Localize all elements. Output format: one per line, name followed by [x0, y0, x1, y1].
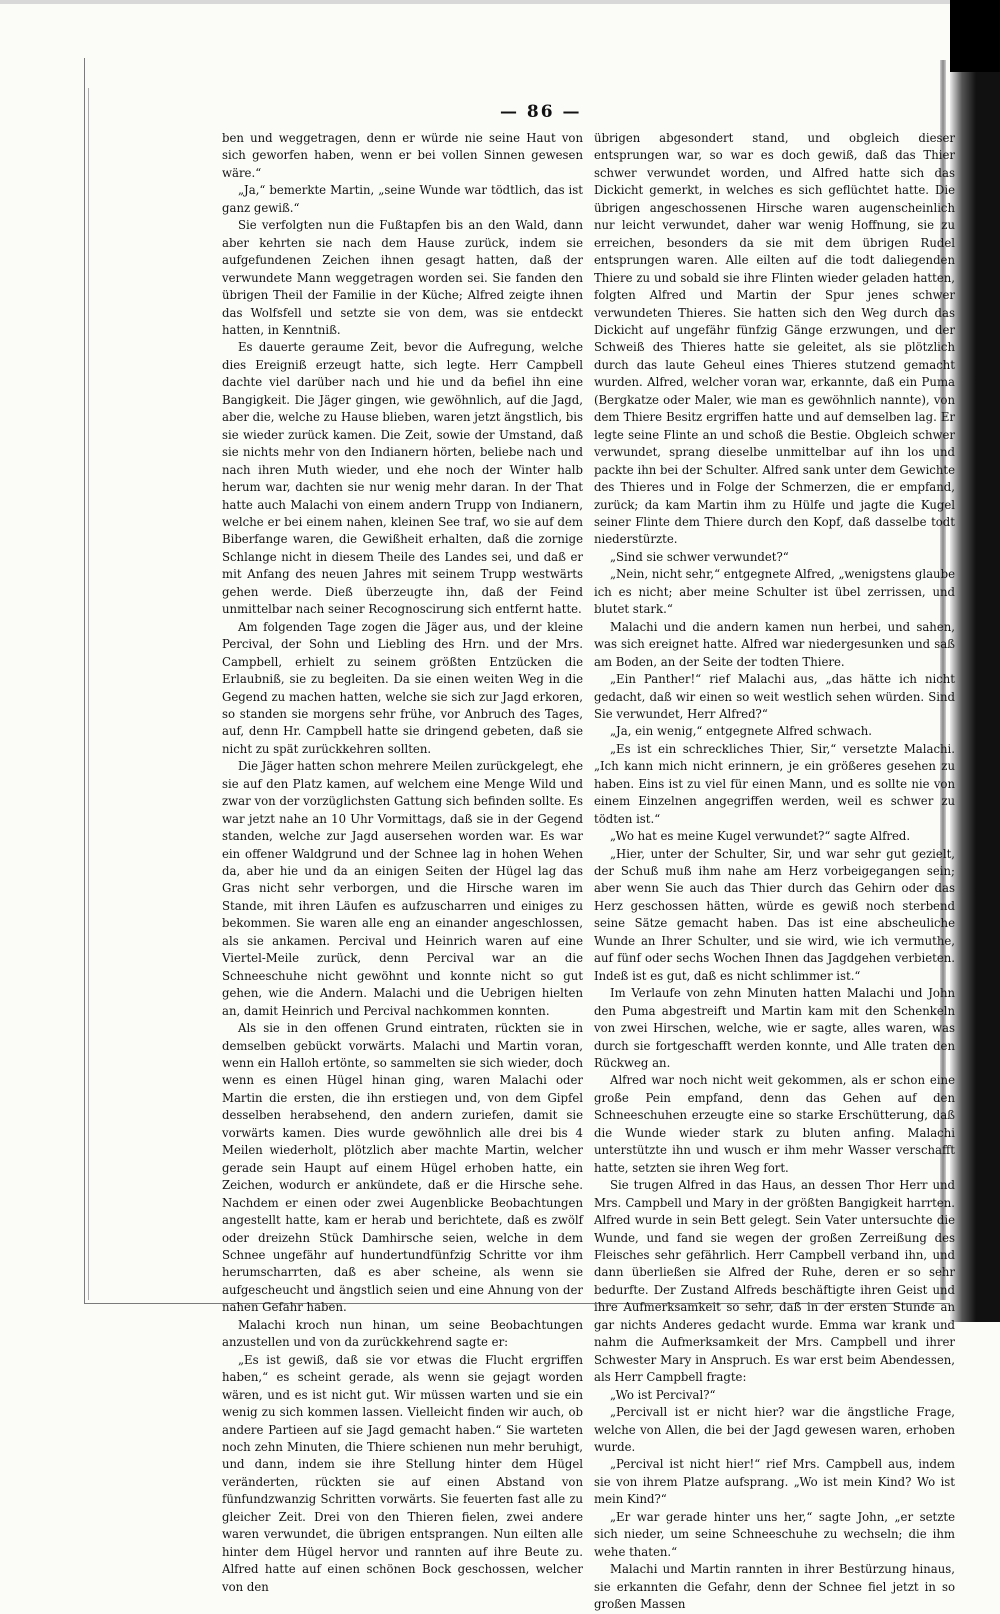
paragraph: „Es ist gewiß, daß sie vor etwas die Flucht ergriffen haben,“ es scheint gerade, als wenn sie gejagt worden wären, und es ist nicht gut. Wir müssen warten und sie ein wenig zu sich kommen lassen. Vielleicht finden wir auch, ob andere Partieen auf sie Jagd gemacht haben.“ Sie warteten noch zehn Minuten, die Thiere schienen nun mehr beruhigt, und dann, indem sie ihre Stellung hinter dem Hügel veränderten, rückten sie auf einen Abstand von fünfundzwanzig Schritten vorwärts. Sie feuerten fast alle zu gleicher Zeit. Drei von den Thieren fielen, zwei andere waren verwundet, die übrigen entsprangen. Nun eilten alle hinter dem Hügel hervor und rannten auf ihre Beute zu. Alfred hatte auf einen schönen Bock geschossen, welcher von den	[222, 1352, 583, 1594]
scan-top-edge	[0, 0, 955, 4]
page-number: — 86 —	[500, 102, 582, 122]
paragraph: Sie trugen Alfred in das Haus, an dessen Thor Herr und Mrs. Campbell und Mary in der größten Bangigkeit harrten. Alfred wurde in sein Bett gelegt. Sein Vater untersuchte die Wunde, und fand sie wegen der großen Zerreißung des Fleisches sehr gefährlich. Herr Campbell verband ihn, und dann überließen sie Alfred der Ruhe, deren er so sehr bedurfte. Der Zustand Alfreds beschäftigte ihren Geist und ihre Aufmerksamkeit so sehr, daß in der ersten Stunde an gar nichts Anderes gedacht wurde. Emma war krank und nahm die Aufmerksamkeit der Mrs. Campbell und ihrer Schwester Mary in Anspruch. Es war erst beim Abendessen, als Herr Campbell fragte:	[594, 1178, 955, 1385]
paragraph: „Sind sie schwer verwundet?“	[610, 549, 789, 564]
paragraph: Malachi kroch nun hinan, um seine Beobachtungen anzustellen und von da zurückkehrend sagte er:	[222, 1317, 583, 1350]
paragraph: Die Jäger hatten schon mehrere Meilen zurückgelegt, ehe sie auf den Platz kamen, auf welchem eine Menge Wild und zwar von der vorzüglichsten Gattung sich befinden sollte. Es war jetzt nahe an 10 Uhr Vormittags, daß sie in der Gegend standen, welche zur Jagd ausersehen worden war. Es war ein offener Waldgrund und der Schnee lag in hohen Wehen da, aber hie und da an einigen Seiten der Hügel lag das Gras nicht sehr verborgen, und die Hirsche waren im Stande, mit ihren Läufen es aufzuscharren und einiges zu bekommen. Sie waren alle eng an einander angeschlossen, als sie ankamen. Percival und Heinrich waren auf eine Viertel-Meile zurück, denn Percival war an die Schneeschuhe nicht gewöhnt und konnte nicht so gut gehen, wie die Andern. Malachi und die Uebrigen hielten an, damit Heinrich und Percival nachkommen konnten.	[222, 759, 583, 1018]
paragraph: „Ja, ein wenig,“ entgegnete Alfred schwach.	[610, 724, 872, 739]
paragraph: „Er war gerade hinter uns her,“ sagte John, „er setzte sich nieder, um seine Schneeschuhe zu wechseln; die ihm wehe thaten.“	[594, 1509, 955, 1559]
paragraph: Als sie in den offenen Grund eintraten, rückten sie in demselben gebückt vorwärts. Malachi und Martin voran, wenn ein Halloh ertönte, so sammelten sie sich wieder, doch wenn es einen Hügel hinan ging, waren Malachi oder Martin die ersten, die ihn erstiegen und, von dem Gipfel desselben herabsehend, den andern zuriefen, damit sie vorwärts kamen. Dies wurde gewöhnlich alle drei bis 4 Meilen wiederholt, plötzlich aber machte Martin, welcher gerade sein Haupt auf einem Hügel erhoben hatte, ein Zeichen, wodurch er ankündete, daß er die Hirsche sehe. Nachdem er einen oder zwei Augenblicke Beobachtungen angestellt hatte, kam er herab und berichtete, daß es zwölf oder dreizehn Stück Damhirsche seien, welche in dem Schnee ungefähr auf hundertundfünfzig Schritte vor ihm herumscharrten, daß es aber scheine, als wenn sie aufgescheucht und ängstlich seien und eine Ahnung von der nahen Gefahr haben.	[222, 1021, 583, 1315]
paragraph: „Percivall ist er nicht hier? war die ängstliche Frage, welche von Allen, die bei der Jagd gewesen waren, erhoben wurde.	[594, 1405, 955, 1454]
scan-dark-margin	[950, 0, 1000, 1322]
scan-corner-block	[950, 0, 1000, 72]
paragraph: ben und weggetragen, denn er würde nie seine Haut von sich geworfen haben, wenn er bei vollen Sinnen gewesen wäre.“	[222, 131, 583, 180]
paragraph: „Wo hat es meine Kugel verwundet?“ sagte Alfred.	[610, 829, 911, 844]
paragraph: Malachi und Martin rannten in ihrer Bestürzung hinaus, sie erkannten die Gefahr, denn der Schnee fiel jetzt in so großen Massen	[594, 1562, 955, 1612]
paragraph: Es dauerte geraume Zeit, bevor die Aufregung, welche dies Ereigniß erzeugt hatte, sich legte. Herr Campbell dachte viel darüber nach und hie und da befiel ihn eine Bangigkeit. Die Jäger gingen, wie gewöhnlich, auf die Jagd, aber die, welche zu Hause blieben, waren jetzt ängstlich, bis sie wieder zurück kamen. Die Zeit, sowie der Umstand, daß sie nichts mehr von den Indianern hörten, beliebe nach und nach ihren Muth wieder, und ehe noch der Winter halb herum war, dachten sie nur wenig mehr daran. In der That hatte auch Malachi von einem andern Trupp von Indianern, welche er bei einem nahen, kleinen See traf, wo sie auf dem Biberfange waren, die Gewißheit erhalten, daß die zornige Schlange nicht in diesem Theile des Landes sei, und daß er mit Anfang des neuen Jahres mit seinem Trupp westwärts gehen werde. Dieß überzeugte ihn, daß der Feind unmittelbar nach seiner Recognoscirung sich entfernt hatte.	[222, 340, 583, 617]
paragraph: „Ja,“ bemerkte Martin, „seine Wunde war tödtlich, das ist ganz gewiß.“	[222, 183, 583, 215]
paragraph: übrigen abgesondert stand, und obgleich dieser entsprungen war, so war es doch gewiß, daß das Thier schwer verwundet worden, und Alfred hatte sich das Dickicht gemerkt, in welches es sich geflüchtet hatte. Die übrigen angeschossenen Hirsche waren augenscheinlich nur leicht verwundet, daher war wenig Hoffnung, sie zu erreichen, besonders da sie mit dem übrigen Rudel entsprungen waren. Alle eilten auf die todt daliegenden Thiere zu und sobald sie ihre Flinten wieder geladen hatten, folgten Alfred und Martin der Spur jenes schwer verwundeten Thieres. Sie hatten sich den Weg durch das Dickicht auf ungefähr fünfzig Gänge erzwungen, und der Schweiß des Thieres hatte sie geleitet, als sie plötzlich durch das laute Geheul eines Thieres stutzend gemacht wurden. Alfred, welcher voran war, erkannte, daß ein Puma (Bergkatze oder Maler, wie man es gewöhnlich nannte), von dem Thiere Besitz ergriffen hatte und auf demselben lag. Er legte seine Flinte an und schoß die Bestie. Obgleich schwer verwundet, sprang dieselbe unmittelbar auf ihn los und packte ihn bei der Schulter. Alfred sank unter dem Gewichte des Thieres und in Folge der Schmerzen, die er empfand, zurück; da kam Martin ihm zu Hülfe und jagte die Kugel seiner Flinte dem Thiere durch den Kopf, daß dasselbe todt niederstürzte.	[594, 131, 955, 547]
paragraph: „Nein, nicht sehr,“ entgegnete Alfred, „wenigstens glaube ich es nicht; aber meine Schulter ist übel zerrissen, und blutet stark.“	[594, 567, 955, 617]
paragraph: „Percival ist nicht hier!“ rief Mrs. Campbell aus, indem sie von ihrem Platze aufsprang. „Wo ist mein Kind? Wo ist mein Kind?“	[594, 1457, 955, 1507]
right-text-column	[594, 130, 955, 1614]
paragraph: „Ein Panther!“ rief Malachi aus, „das hätte ich nicht gedacht, daß wir einen so weit westlich sehen würden. Sind Sie verwundet, Herr Alfred?“	[594, 672, 955, 721]
paragraph: Sie verfolgten nun die Fußtapfen bis an den Wald, dann aber kehrten sie nach dem Hause zurück, indem sie aufgefundenen Zeichen ihnen gesagt hatten, daß der verwundete Mann weggetragen worden sei. Sie fanden den übrigen Theil der Familie in der Küche; Alfred zeigte ihnen das Wolfsfell und setzte sie von dem, was sie entdeckt hatten, in Kenntniß.	[222, 218, 583, 337]
paragraph: Alfred war noch nicht weit gekommen, als er schon eine große Pein empfand, denn das Gehen auf den Schneeschuhen erzeugte eine so starke Erschütterung, daß die Wunde wieder stark zu bluten anfing. Malachi unterstützte ihn und wusch er ihm mehr Wasser verschafft hatte, setzten sie ihren Weg fort.	[594, 1073, 955, 1175]
paragraph: Im Verlaufe von zehn Minuten hatten Malachi und John den Puma abgestreift und Martin kam mit den Schenkeln von zwei Hirschen, welche, wie er sagte, alles waren, was durch sie fortgeschafft werden konnte, und Alle traten den Rückweg an.	[594, 986, 955, 1071]
paragraph: Am folgenden Tage zogen die Jäger aus, und der kleine Percival, der Sohn und Liebling des Hrn. und der Mrs. Campbell, erhielt zu seinem größten Entzücken die Erlaubniß, sie zu begleiten. Da sie einen weiten Weg in die Gegend zu machen hatten, welche sie sich zur Jagd erkoren, so standen sie morgens sehr frühe, vor Anbruch des Tages, auf, denn Hr. Campbell hatte sie dringend gebeten, daß sie nicht zu spät zurückkehren sollten.	[222, 619, 583, 756]
paragraph: „Wo ist Percival?“	[610, 1387, 716, 1402]
left-text-column	[222, 130, 583, 1596]
paragraph: „Hier, unter der Schulter, Sir, und war sehr gut gezielt, der Schuß muß ihm nahe am Herz vorbeigegangen sein; aber wenn Sie auch das Thier durch das Gehirn oder das Herz geschossen hätten, würde es gewiß noch sterbend seine Sätze gemacht haben. Das ist eine abscheuliche Wunde an Ihrer Schulter, und sie wird, wie ich vermuthe, auf fünf oder sechs Wochen Ihnen das Jagdgehen verbieten. Indeß ist es gut, daß es nicht schlimmer ist.“	[594, 846, 955, 983]
paragraph: Malachi und die andern kamen nun herbei, und sahen, was sich ereignet hatte. Alfred war niedergesunken und saß am Boden, an der Seite der todten Thiere.	[594, 619, 955, 669]
paragraph: „Es ist ein schreckliches Thier, Sir,“ versetzte Malachi. „Ich kann mich nicht erinnern, je ein größeres gesehen zu haben. Eins ist zu viel für einen Mann, und es sollte nie von einem Einzelnen angegriffen werden, weil es schwer zu tödten ist.“	[594, 741, 955, 826]
